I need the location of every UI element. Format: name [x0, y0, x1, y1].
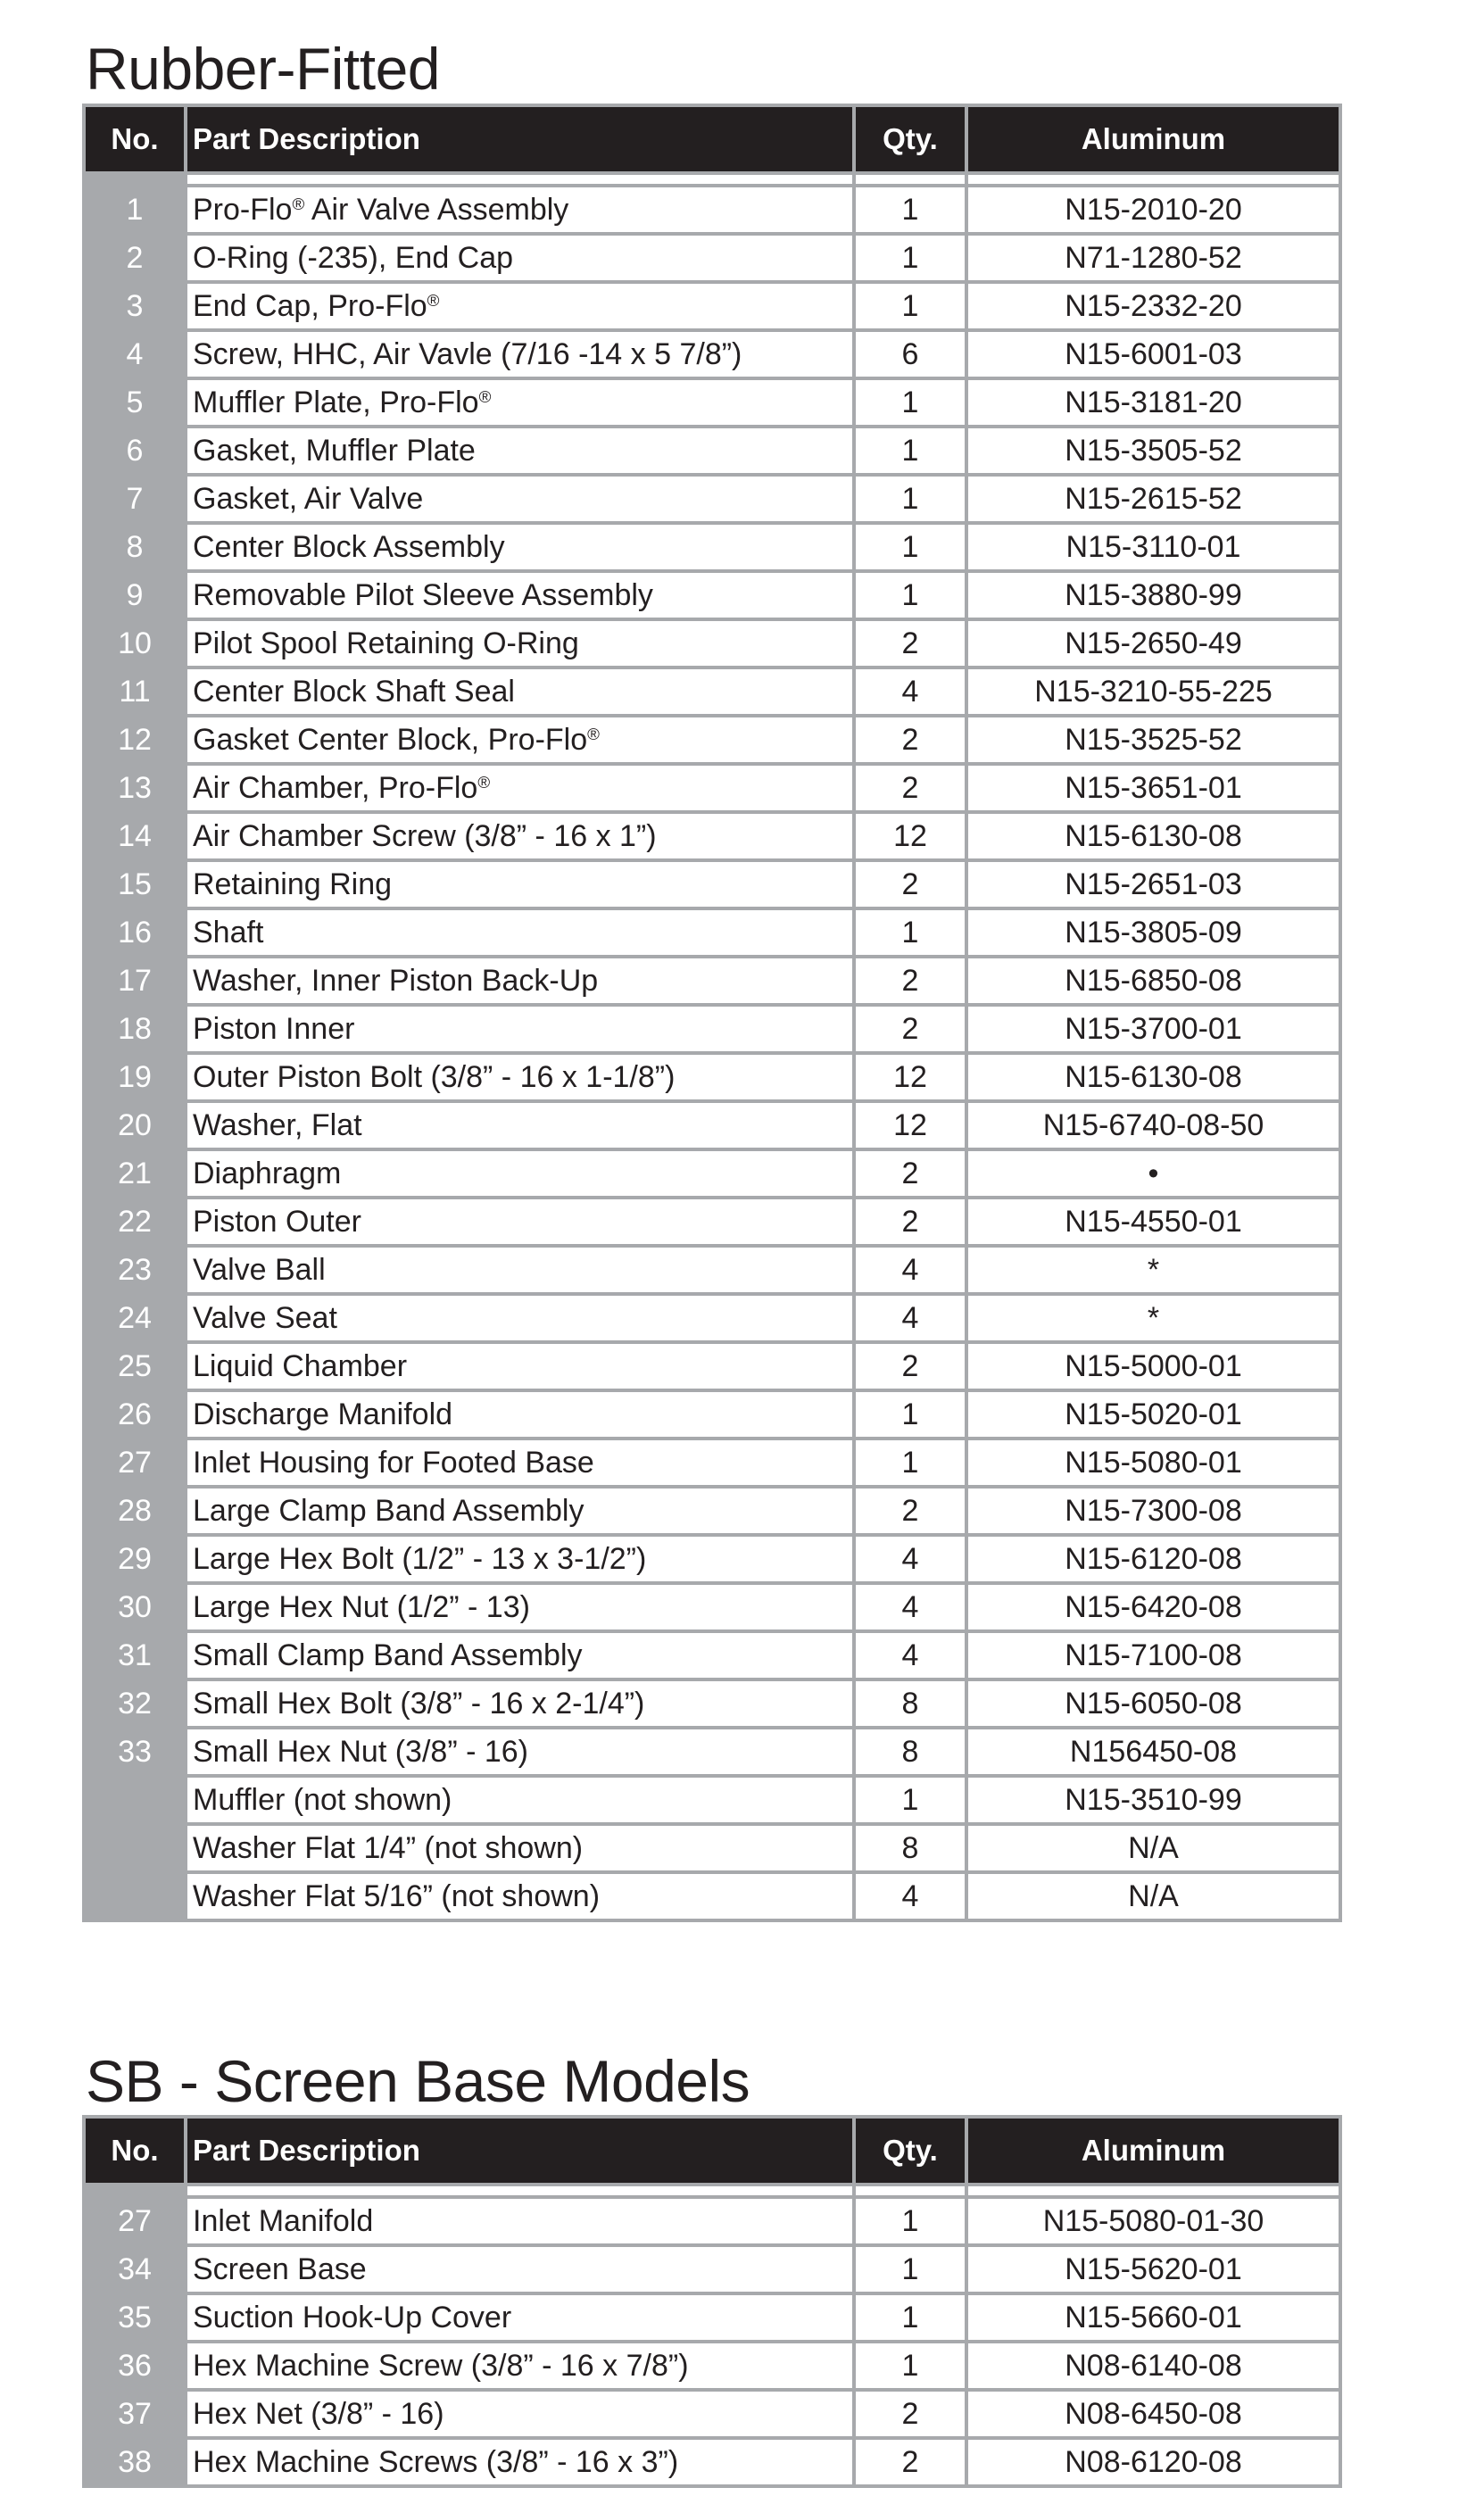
aluminum-part-cell: N15-6130-08: [966, 812, 1340, 860]
quantity-cell: 1: [854, 1439, 966, 1487]
quantity-cell: 4: [854, 1535, 966, 1583]
table-row: [84, 1294, 1340, 1342]
quantity-cell: 2: [854, 716, 966, 764]
part-number-cell: 16: [84, 908, 186, 957]
table-row: [84, 1390, 1340, 1439]
part-number-cell: 30: [84, 1583, 186, 1631]
spacer-cell: [84, 173, 186, 186]
part-description-cell: Pilot Spool Retaining O-Ring: [186, 619, 854, 668]
quantity-cell: 1: [854, 2197, 966, 2245]
table-row: [84, 1342, 1340, 1390]
aluminum-part-cell: *: [966, 1294, 1340, 1342]
table-row: [84, 1872, 1340, 1920]
quantity-cell: 8: [854, 1679, 966, 1728]
quantity-cell: 1: [854, 2342, 966, 2390]
part-number-cell: 2: [84, 234, 186, 282]
part-number-cell: 15: [84, 860, 186, 908]
quantity-cell: 4: [854, 1872, 966, 1920]
part-number-cell: 33: [84, 1728, 186, 1776]
aluminum-part-cell: N08-6120-08: [966, 2438, 1340, 2486]
section-title-screen-base-models: SB - Screen Base Models: [86, 2048, 750, 2114]
part-description-cell: Valve Ball: [186, 1246, 854, 1294]
table-row: [84, 860, 1340, 908]
table-row: [84, 1728, 1340, 1776]
quantity-cell: 1: [854, 475, 966, 523]
table-row: [84, 2197, 1340, 2245]
part-number-cell: 27: [84, 2197, 186, 2245]
part-description-cell: Retaining Ring: [186, 860, 854, 908]
header-part-description: Part Description: [186, 105, 854, 173]
table-row: [84, 282, 1340, 330]
aluminum-part-cell: N15-6850-08: [966, 957, 1340, 1005]
part-description-cell: Washer, Inner Piston Back-Up: [186, 957, 854, 1005]
quantity-cell: 2: [854, 1005, 966, 1053]
part-number-cell: 37: [84, 2390, 186, 2438]
part-description-cell: Pro-Flo® Air Valve Assembly: [186, 186, 854, 234]
header-aluminum: Aluminum: [966, 105, 1340, 173]
quantity-cell: 1: [854, 186, 966, 234]
part-description-cell: Outer Piston Bolt (3/8” - 16 x 1-1/8”): [186, 1053, 854, 1101]
aluminum-part-cell: N/A: [966, 1824, 1340, 1872]
aluminum-part-cell: N15-3525-52: [966, 716, 1340, 764]
quantity-cell: 2: [854, 1487, 966, 1535]
part-number-cell: 19: [84, 1053, 186, 1101]
quantity-cell: 1: [854, 378, 966, 427]
quantity-cell: 2: [854, 1149, 966, 1198]
aluminum-part-cell: *: [966, 1246, 1340, 1294]
aluminum-part-cell: N15-4550-01: [966, 1198, 1340, 1246]
part-description-cell: End Cap, Pro-Flo®: [186, 282, 854, 330]
header-aluminum: Aluminum: [966, 2117, 1340, 2185]
header-spacer-row: [84, 2185, 1340, 2197]
table-row: [84, 957, 1340, 1005]
table-row: [84, 378, 1340, 427]
header-no: No.: [84, 2117, 186, 2185]
quantity-cell: 4: [854, 1246, 966, 1294]
part-number-cell: 12: [84, 716, 186, 764]
quantity-cell: 1: [854, 2245, 966, 2293]
part-description-cell: Washer, Flat: [186, 1101, 854, 1149]
part-description-cell: Center Block Assembly: [186, 523, 854, 571]
part-description-cell: Removable Pilot Sleeve Assembly: [186, 571, 854, 619]
part-description-cell: Gasket, Air Valve: [186, 475, 854, 523]
table-row: [84, 475, 1340, 523]
part-number-cell: 28: [84, 1487, 186, 1535]
table-row: [84, 1439, 1340, 1487]
quantity-cell: 2: [854, 957, 966, 1005]
spacer-cell: [854, 173, 966, 186]
part-number-cell: 27: [84, 1439, 186, 1487]
part-number-cell: 22: [84, 1198, 186, 1246]
table-row: [84, 2293, 1340, 2342]
part-description-cell: Center Block Shaft Seal: [186, 668, 854, 716]
quantity-cell: 2: [854, 860, 966, 908]
part-description-cell: Hex Machine Screws (3/8” - 16 x 3”): [186, 2438, 854, 2486]
quantity-cell: 4: [854, 1294, 966, 1342]
aluminum-part-cell: N15-5020-01: [966, 1390, 1340, 1439]
quantity-cell: 2: [854, 2438, 966, 2486]
table-row: [84, 427, 1340, 475]
table-row: [84, 619, 1340, 668]
part-number-cell: 29: [84, 1535, 186, 1583]
part-description-cell: Small Hex Nut (3/8” - 16): [186, 1728, 854, 1776]
spacer-cell: [186, 173, 854, 186]
part-number-cell: 26: [84, 1390, 186, 1439]
aluminum-part-cell: N15-5080-01-30: [966, 2197, 1340, 2245]
part-description-cell: Valve Seat: [186, 1294, 854, 1342]
quantity-cell: 1: [854, 282, 966, 330]
part-number-cell: 18: [84, 1005, 186, 1053]
part-description-cell: Large Hex Nut (1/2” - 13): [186, 1583, 854, 1631]
registered-mark: ®: [477, 772, 491, 792]
table-row: [84, 571, 1340, 619]
aluminum-part-cell: N15-3805-09: [966, 908, 1340, 957]
table-row: [84, 330, 1340, 378]
spacer-cell: [84, 2185, 186, 2197]
part-number-cell: 17: [84, 957, 186, 1005]
aluminum-part-cell: N15-2650-49: [966, 619, 1340, 668]
part-description-cell: Piston Inner: [186, 1005, 854, 1053]
table-row: [84, 2245, 1340, 2293]
part-number-cell: [84, 1872, 186, 1920]
aluminum-part-cell: N15-7300-08: [966, 1487, 1340, 1535]
part-number-cell: 8: [84, 523, 186, 571]
header-part-description: Part Description: [186, 2117, 854, 2185]
aluminum-part-cell: N156450-08: [966, 1728, 1340, 1776]
part-number-cell: 23: [84, 1246, 186, 1294]
part-description-cell: Small Clamp Band Assembly: [186, 1631, 854, 1679]
part-description-cell: Inlet Manifold: [186, 2197, 854, 2245]
aluminum-part-cell: N15-3510-99: [966, 1776, 1340, 1824]
part-number-cell: 6: [84, 427, 186, 475]
registered-mark: ®: [587, 724, 600, 743]
table-row: [84, 1246, 1340, 1294]
quantity-cell: 2: [854, 1198, 966, 1246]
registered-mark: ®: [478, 386, 492, 406]
spacer-cell: [854, 2185, 966, 2197]
aluminum-part-cell: N15-6120-08: [966, 1535, 1340, 1583]
table-row: [84, 1149, 1340, 1198]
table-row: [84, 2342, 1340, 2390]
part-number-cell: 20: [84, 1101, 186, 1149]
aluminum-part-cell: N15-3880-99: [966, 571, 1340, 619]
quantity-cell: 1: [854, 234, 966, 282]
table-row: [84, 2390, 1340, 2438]
aluminum-part-cell: N71-1280-52: [966, 234, 1340, 282]
parts-table-screen-base: [82, 2115, 1342, 2488]
table-row: [84, 2438, 1340, 2486]
quantity-cell: 12: [854, 1101, 966, 1149]
aluminum-part-cell: N08-6140-08: [966, 2342, 1340, 2390]
part-number-cell: 5: [84, 378, 186, 427]
quantity-cell: 8: [854, 1728, 966, 1776]
part-description-cell: Washer Flat 1/4” (not shown): [186, 1824, 854, 1872]
aluminum-part-cell: N15-6001-03: [966, 330, 1340, 378]
part-description-cell: Small Hex Bolt (3/8” - 16 x 2-1/4”): [186, 1679, 854, 1728]
quantity-cell: 4: [854, 668, 966, 716]
aluminum-part-cell: N15-6740-08-50: [966, 1101, 1340, 1149]
part-description-cell: Hex Machine Screw (3/8” - 16 x 7/8”): [186, 2342, 854, 2390]
table-row: [84, 1487, 1340, 1535]
aluminum-part-cell: N15-5660-01: [966, 2293, 1340, 2342]
aluminum-part-cell: N15-3505-52: [966, 427, 1340, 475]
aluminum-part-cell: N15-3110-01: [966, 523, 1340, 571]
table-row: [84, 1631, 1340, 1679]
quantity-cell: 12: [854, 1053, 966, 1101]
table-row: [84, 908, 1340, 957]
table-row: [84, 1535, 1340, 1583]
aluminum-part-cell: N15-3210-55-225: [966, 668, 1340, 716]
aluminum-part-cell: N15-3700-01: [966, 1005, 1340, 1053]
part-description-cell: Gasket, Muffler Plate: [186, 427, 854, 475]
part-description-cell: Hex Net (3/8” - 16): [186, 2390, 854, 2438]
part-number-cell: 35: [84, 2293, 186, 2342]
aluminum-part-cell: N15-3181-20: [966, 378, 1340, 427]
part-description-cell: Inlet Housing for Footed Base: [186, 1439, 854, 1487]
table-row: [84, 1776, 1340, 1824]
registered-mark: ®: [427, 290, 440, 310]
aluminum-part-cell: N15-7100-08: [966, 1631, 1340, 1679]
part-description-cell: Shaft: [186, 908, 854, 957]
part-description-cell: O-Ring (-235), End Cap: [186, 234, 854, 282]
table-row: [84, 1053, 1340, 1101]
aluminum-part-cell: N15-2010-20: [966, 186, 1340, 234]
part-number-cell: 38: [84, 2438, 186, 2486]
part-description-cell: Muffler (not shown): [186, 1776, 854, 1824]
table-row: [84, 716, 1340, 764]
table-row: [84, 812, 1340, 860]
table-header-row: [84, 105, 1340, 173]
part-number-cell: 25: [84, 1342, 186, 1390]
part-description-cell: Muffler Plate, Pro-Flo®: [186, 378, 854, 427]
table-row: [84, 668, 1340, 716]
header-qty: Qty.: [854, 2117, 966, 2185]
part-description-cell: Piston Outer: [186, 1198, 854, 1246]
part-number-cell: 1: [84, 186, 186, 234]
part-description-cell: Suction Hook-Up Cover: [186, 2293, 854, 2342]
quantity-cell: 2: [854, 1342, 966, 1390]
table-row: [84, 1005, 1340, 1053]
part-number-cell: 4: [84, 330, 186, 378]
table-header-row: [84, 2117, 1340, 2185]
header-spacer-row: [84, 173, 1340, 186]
part-number-cell: [84, 1824, 186, 1872]
quantity-cell: 12: [854, 812, 966, 860]
part-description-cell: Screen Base: [186, 2245, 854, 2293]
quantity-cell: 1: [854, 1776, 966, 1824]
aluminum-part-cell: N/A: [966, 1872, 1340, 1920]
table-row: [84, 186, 1340, 234]
parts-table-rubber-fitted: [82, 104, 1342, 1922]
part-number-cell: 9: [84, 571, 186, 619]
part-number-cell: 31: [84, 1631, 186, 1679]
quantity-cell: 2: [854, 619, 966, 668]
quantity-cell: 1: [854, 523, 966, 571]
part-description-cell: Large Hex Bolt (1/2” - 13 x 3-1/2”): [186, 1535, 854, 1583]
spacer-cell: [966, 2185, 1340, 2197]
table-row: [84, 234, 1340, 282]
quantity-cell: 1: [854, 908, 966, 957]
quantity-cell: 1: [854, 1390, 966, 1439]
part-number-cell: 34: [84, 2245, 186, 2293]
quantity-cell: 6: [854, 330, 966, 378]
quantity-cell: 1: [854, 571, 966, 619]
part-number-cell: 13: [84, 764, 186, 812]
part-description-cell: Air Chamber, Pro-Flo®: [186, 764, 854, 812]
aluminum-part-cell: N15-2615-52: [966, 475, 1340, 523]
table-row: [84, 1679, 1340, 1728]
table-row: [84, 1101, 1340, 1149]
quantity-cell: 1: [854, 427, 966, 475]
spacer-cell: [186, 2185, 854, 2197]
table-row: [84, 764, 1340, 812]
aluminum-part-cell: N15-5000-01: [966, 1342, 1340, 1390]
table-row: [84, 1824, 1340, 1872]
part-number-cell: 11: [84, 668, 186, 716]
aluminum-part-cell: N08-6450-08: [966, 2390, 1340, 2438]
quantity-cell: 4: [854, 1631, 966, 1679]
aluminum-part-cell: N15-6130-08: [966, 1053, 1340, 1101]
header-no: No.: [84, 105, 186, 173]
part-description-cell: Discharge Manifold: [186, 1390, 854, 1439]
aluminum-part-cell: •: [966, 1149, 1340, 1198]
quantity-cell: 1: [854, 2293, 966, 2342]
part-number-cell: 21: [84, 1149, 186, 1198]
aluminum-part-cell: N15-2332-20: [966, 282, 1340, 330]
part-description-cell: Diaphragm: [186, 1149, 854, 1198]
part-number-cell: 14: [84, 812, 186, 860]
part-number-cell: 36: [84, 2342, 186, 2390]
part-description-cell: Liquid Chamber: [186, 1342, 854, 1390]
part-number-cell: 3: [84, 282, 186, 330]
aluminum-part-cell: N15-5620-01: [966, 2245, 1340, 2293]
table-row: [84, 1583, 1340, 1631]
quantity-cell: 4: [854, 1583, 966, 1631]
aluminum-part-cell: N15-2651-03: [966, 860, 1340, 908]
table-row: [84, 523, 1340, 571]
section-title-rubber-fitted: Rubber-Fitted: [86, 36, 441, 102]
part-description-cell: Air Chamber Screw (3/8” - 16 x 1”): [186, 812, 854, 860]
part-number-cell: 10: [84, 619, 186, 668]
aluminum-part-cell: N15-6420-08: [966, 1583, 1340, 1631]
spacer-cell: [966, 173, 1340, 186]
part-number-cell: [84, 1776, 186, 1824]
part-description-cell: Washer Flat 5/16” (not shown): [186, 1872, 854, 1920]
header-qty: Qty.: [854, 105, 966, 173]
part-number-cell: 32: [84, 1679, 186, 1728]
part-description-cell: Screw, HHC, Air Vavle (7/16 -14 x 5 7/8”): [186, 330, 854, 378]
quantity-cell: 2: [854, 764, 966, 812]
part-description-cell: Gasket Center Block, Pro-Flo®: [186, 716, 854, 764]
part-description-cell: Large Clamp Band Assembly: [186, 1487, 854, 1535]
part-number-cell: 24: [84, 1294, 186, 1342]
part-number-cell: 7: [84, 475, 186, 523]
aluminum-part-cell: N15-6050-08: [966, 1679, 1340, 1728]
table-row: [84, 1198, 1340, 1246]
quantity-cell: 2: [854, 2390, 966, 2438]
registered-mark: ®: [292, 194, 305, 213]
aluminum-part-cell: N15-3651-01: [966, 764, 1340, 812]
aluminum-part-cell: N15-5080-01: [966, 1439, 1340, 1487]
quantity-cell: 8: [854, 1824, 966, 1872]
